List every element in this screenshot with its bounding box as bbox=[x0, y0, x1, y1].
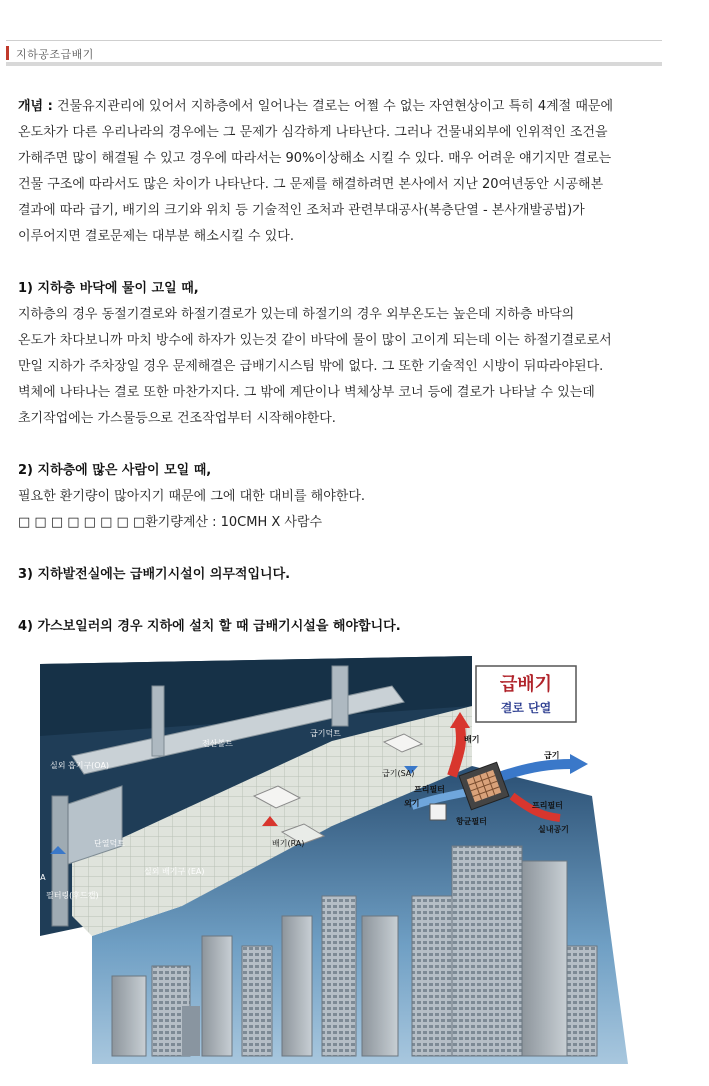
label-outdoor-air: 외기 bbox=[404, 799, 420, 808]
section1-line: 만일 지하가 주차장일 경우 문제해결은 급배기시스팀 밖에 없다. 그 또한 기술적인 시방이 뒤따라야된다. bbox=[18, 359, 604, 374]
label-filter-cap: 필터링(후드캡) bbox=[46, 891, 99, 900]
concept-line-5: 이루어지면 결로문제는 대부분 해소시킬 수 있다. bbox=[18, 229, 294, 244]
section1-line: 초기작업에는 가스물등으로 건조작업부터 시작해야한다. bbox=[18, 411, 336, 426]
label-supply: 급기 bbox=[544, 751, 560, 760]
section1-line: 벽체에 나타나는 결로 또한 마찬가지다. 그 밖에 계단이나 벽체상부 코너 등에 결로가 나타날 수 있는데 bbox=[18, 385, 595, 400]
label-oa: OA bbox=[34, 873, 46, 882]
label-supply-sa: 급기(SA) bbox=[382, 769, 415, 778]
title-accent-mark bbox=[6, 46, 9, 60]
label-prefilter-left: 프리필터 bbox=[414, 785, 445, 794]
section1-heading: 1) 지하층 바닥에 물이 고일 때, bbox=[18, 281, 199, 296]
ventilation-illustration bbox=[32, 646, 628, 1064]
diagram-title: 급배기 bbox=[499, 674, 553, 695]
section1-line: 지하층의 경우 동절기결로와 하절기결로가 있는데 하절기의 경우 외부온도는 높은데 지하층 바닥의 bbox=[18, 307, 575, 322]
label-exhaust-ra: 배기(RA) bbox=[272, 839, 305, 848]
section-title-bar bbox=[6, 40, 662, 66]
concept-line-1: 온도차가 다른 우리나라의 경우에는 그 문제가 심각하게 나타난다. 그러나 건물내외부에 인위적인 조건을 bbox=[18, 125, 608, 140]
concept-label: 개념 : bbox=[18, 99, 53, 114]
ventilation-diagram bbox=[32, 646, 628, 1064]
section2-formula: □ □ □ □ □ □ □ □환기량계산 : 10CMH X 사람수 bbox=[18, 515, 323, 530]
label-insulation-duct: 단열덕트 bbox=[94, 839, 125, 848]
label-indoor-air: 실내공기 bbox=[538, 825, 569, 834]
diagram-subtitle: 결로 단열 bbox=[500, 701, 552, 715]
concept-line-2: 가해주면 많이 해결될 수 있고 경우에 따라서는 90%이상해소 시킬 수 있다. 매우 어려운 얘기지만 결로는 bbox=[18, 151, 612, 166]
label-prefilter-right: 프리필터 bbox=[532, 801, 563, 810]
label-oa-intake: 실외 흡기구(OA) bbox=[50, 761, 110, 770]
page-title: 지하공조급배기 bbox=[16, 48, 94, 61]
section1-line: 온도가 차다보니까 마치 방수에 하자가 있는것 같이 바닥에 물이 많이 고이게 되는데 이는 하절기결로로서 bbox=[18, 333, 612, 348]
section3-heading: 3) 지하발전실에는 급배기시설이 의무적입니다. bbox=[18, 567, 291, 582]
article-body bbox=[18, 94, 668, 640]
section4-heading: 4) 가스보일러의 경우 지하에 설치 할 때 급배기시설을 해야합니다. bbox=[18, 619, 401, 634]
label-supply-duct: 급기덕트 bbox=[310, 729, 341, 738]
section2-line: 필요한 환기량이 많아지기 때문에 그에 대한 대비를 해야한다. bbox=[18, 489, 366, 504]
label-exhaust: 배기 bbox=[464, 735, 480, 744]
label-cable: 전산볼트 bbox=[202, 739, 233, 748]
label-antibacterial-filter: 항균필터 bbox=[456, 817, 487, 826]
concept-line-3: 건물 구조에 따라서도 많은 차이가 나타난다. 그 문제를 해결하려면 본사에서 지난 20여년동안 시공해본 bbox=[18, 177, 604, 192]
concept-line-4: 결과에 따라 급기, 배기의 크기와 위치 등 기술적인 조처과 관련부대공사(복층단열 - 본사개발공법)가 bbox=[18, 203, 585, 218]
concept-line-0: 개념 : 건물유지관리에 있어서 지하층에서 일어나는 결로는 어쩔 수 없는 자연현상이고 특히 4계절 때문에 bbox=[18, 99, 614, 114]
label-outdoor-exhaust: 실외 배기구 (EA) bbox=[144, 867, 205, 876]
section2-heading: 2) 지하층에 많은 사람이 모일 때, bbox=[18, 463, 212, 478]
